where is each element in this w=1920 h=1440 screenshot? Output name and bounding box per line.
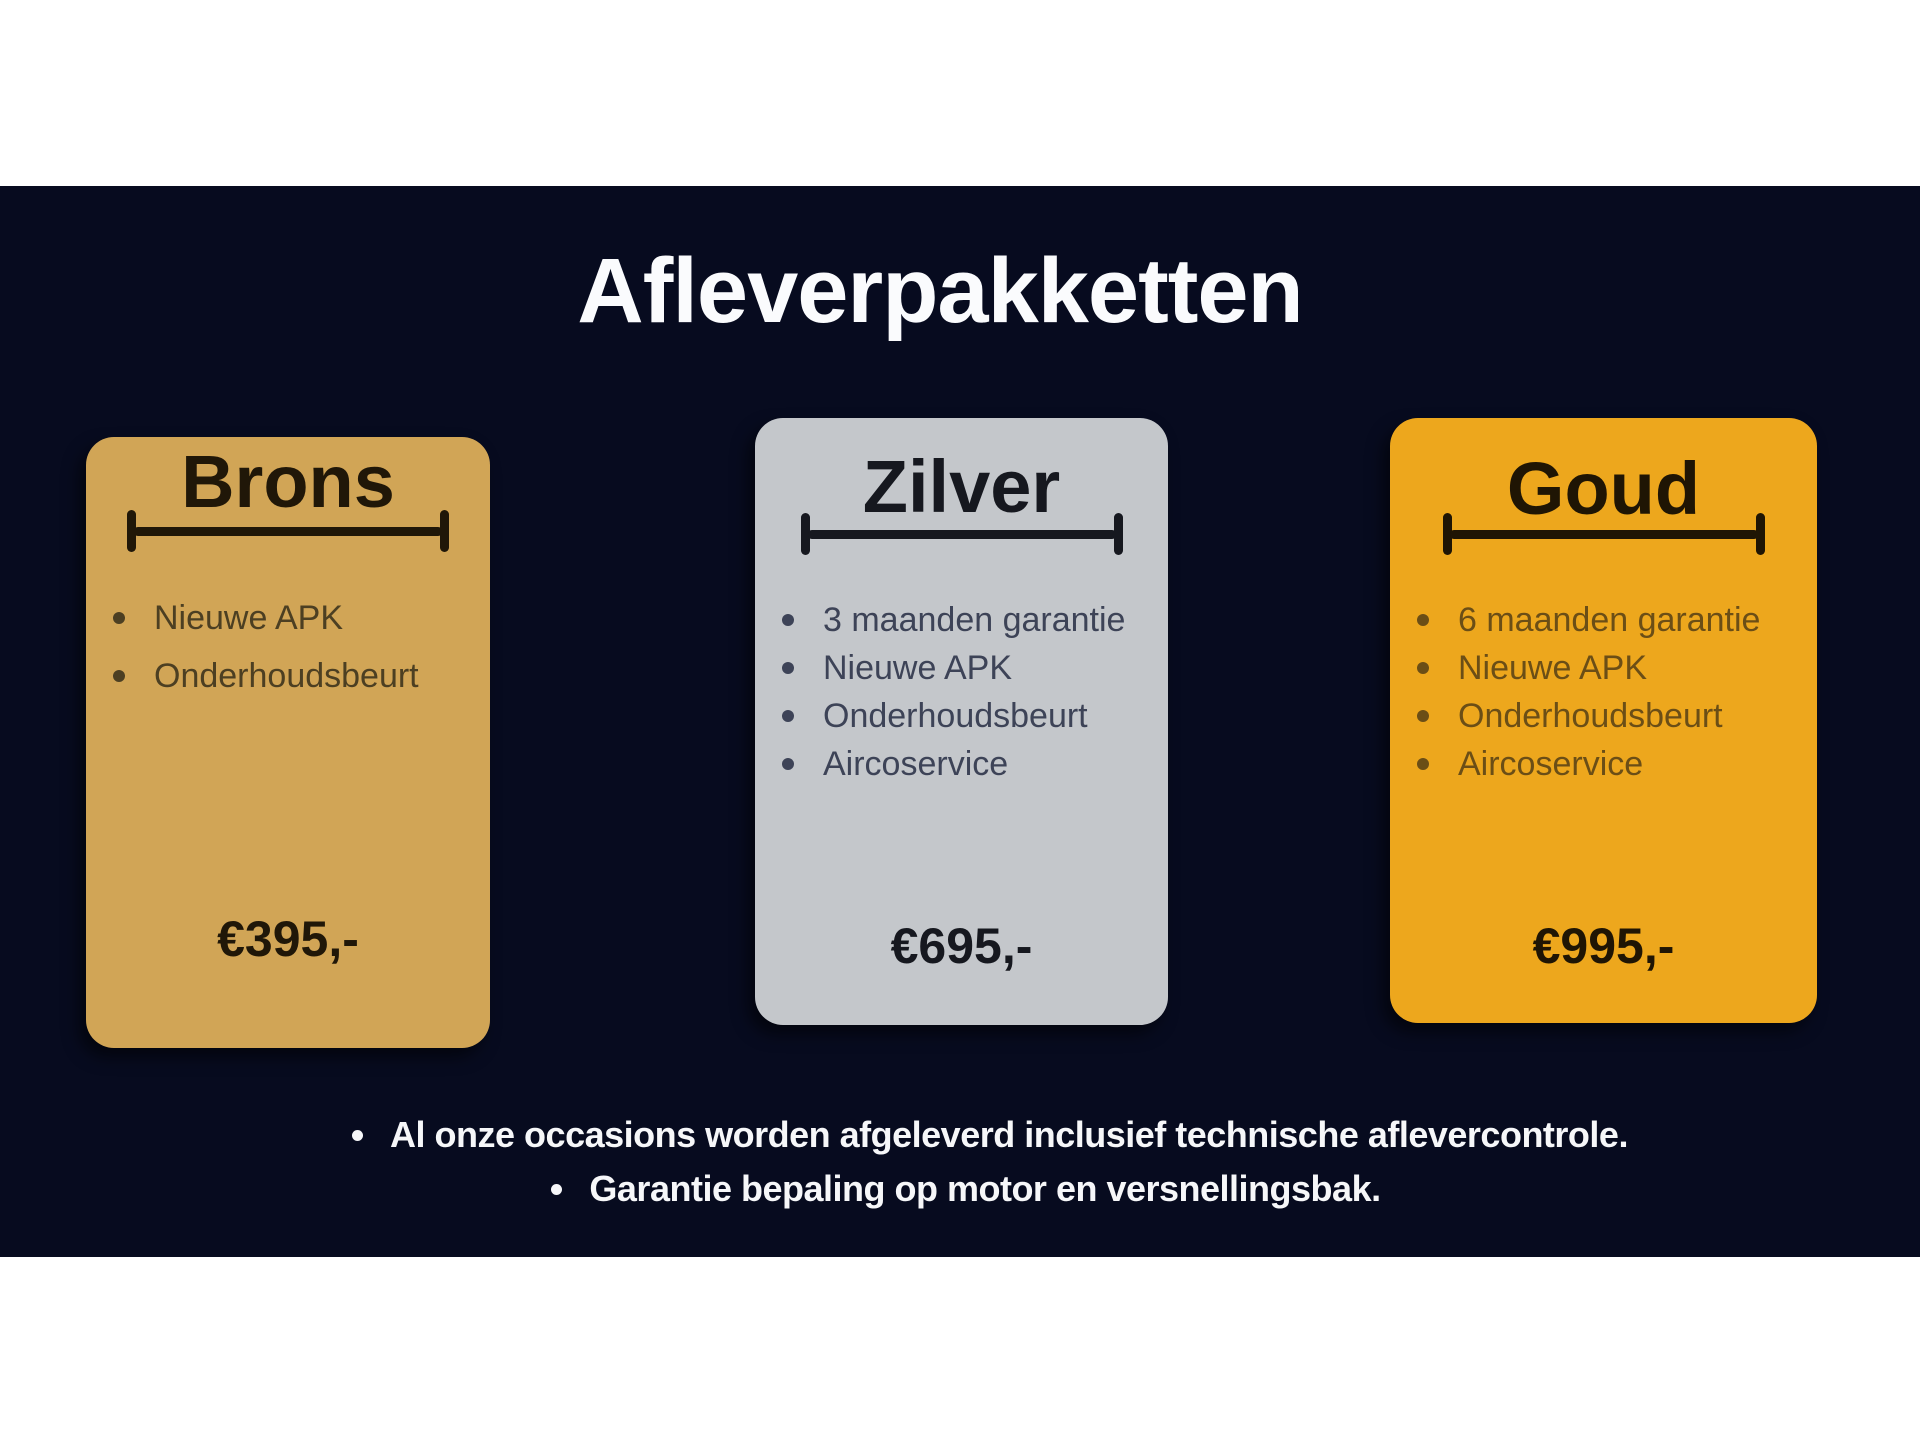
feature-item bbox=[755, 596, 1168, 644]
bullet-dot-icon bbox=[782, 710, 794, 722]
slide-title: Afleverpakketten bbox=[577, 240, 1303, 342]
feature-item bbox=[1390, 596, 1817, 644]
feature-label: Aircoservice bbox=[823, 744, 1009, 783]
feature-label: Nieuwe APK bbox=[823, 648, 1012, 687]
pricing-card-brons bbox=[86, 437, 490, 1048]
feature-label: Onderhoudsbeurt bbox=[823, 696, 1088, 735]
feature-label: 6 maanden garantie bbox=[1458, 600, 1761, 639]
price-label: €695,- bbox=[890, 918, 1033, 974]
card-title: Brons bbox=[181, 440, 395, 523]
slide-dark-panel bbox=[0, 186, 1920, 1257]
bullet-dot-icon bbox=[1417, 614, 1429, 626]
underline-bar bbox=[1450, 530, 1758, 539]
feature-item bbox=[755, 692, 1168, 740]
bullet-dot-icon bbox=[782, 614, 794, 626]
bullet-dot-icon bbox=[113, 612, 125, 624]
underline-right-tick bbox=[1114, 513, 1123, 555]
title-underline-icon bbox=[127, 510, 449, 552]
footnote-label: Al onze occasions worden afgeleverd inclusief technische aflevercontrole. bbox=[390, 1114, 1628, 1155]
footnote-item bbox=[30, 1108, 1920, 1162]
feature-label: Onderhoudsbeurt bbox=[154, 656, 419, 695]
feature-label: 3 maanden garantie bbox=[823, 600, 1126, 639]
feature-item bbox=[755, 740, 1168, 788]
underline-bar bbox=[134, 527, 442, 536]
feature-item bbox=[1390, 644, 1817, 692]
feature-list bbox=[86, 589, 490, 705]
underline-right-tick bbox=[1756, 513, 1765, 555]
bullet-dot-icon bbox=[113, 670, 125, 682]
feature-list bbox=[1390, 596, 1817, 788]
footnote-label: Garantie bepaling op motor en versnellingsbak. bbox=[589, 1168, 1381, 1209]
bullet-dot-icon bbox=[1417, 710, 1429, 722]
price-label: €395,- bbox=[217, 911, 359, 967]
bullet-dot-icon bbox=[782, 662, 794, 674]
feature-item bbox=[86, 647, 490, 705]
bullet-dot-icon bbox=[1417, 662, 1429, 674]
feature-item bbox=[86, 589, 490, 647]
feature-label: Nieuwe APK bbox=[1458, 648, 1647, 687]
pricing-card-zilver bbox=[755, 418, 1168, 1025]
bullet-dot-icon bbox=[352, 1130, 363, 1141]
feature-item bbox=[1390, 740, 1817, 788]
underline-right-tick bbox=[440, 510, 449, 552]
bullet-dot-icon bbox=[1417, 758, 1429, 770]
title-underline-icon bbox=[801, 513, 1123, 555]
feature-label: Nieuwe APK bbox=[154, 598, 343, 637]
feature-label: Onderhoudsbeurt bbox=[1458, 696, 1723, 735]
footnote-item bbox=[6, 1162, 1920, 1216]
underline-bar bbox=[808, 530, 1116, 539]
bullet-dot-icon bbox=[551, 1184, 562, 1195]
feature-item bbox=[1390, 692, 1817, 740]
footnote-list bbox=[0, 1108, 1920, 1216]
title-underline-icon bbox=[1443, 513, 1765, 555]
card-title: Goud bbox=[1506, 447, 1701, 530]
feature-item bbox=[755, 644, 1168, 692]
price-label: €995,- bbox=[1532, 918, 1675, 974]
feature-list bbox=[755, 596, 1168, 788]
bullet-dot-icon bbox=[782, 758, 794, 770]
pricing-card-goud bbox=[1390, 418, 1817, 1023]
card-title: Zilver bbox=[862, 445, 1061, 528]
feature-label: Aircoservice bbox=[1458, 744, 1644, 783]
